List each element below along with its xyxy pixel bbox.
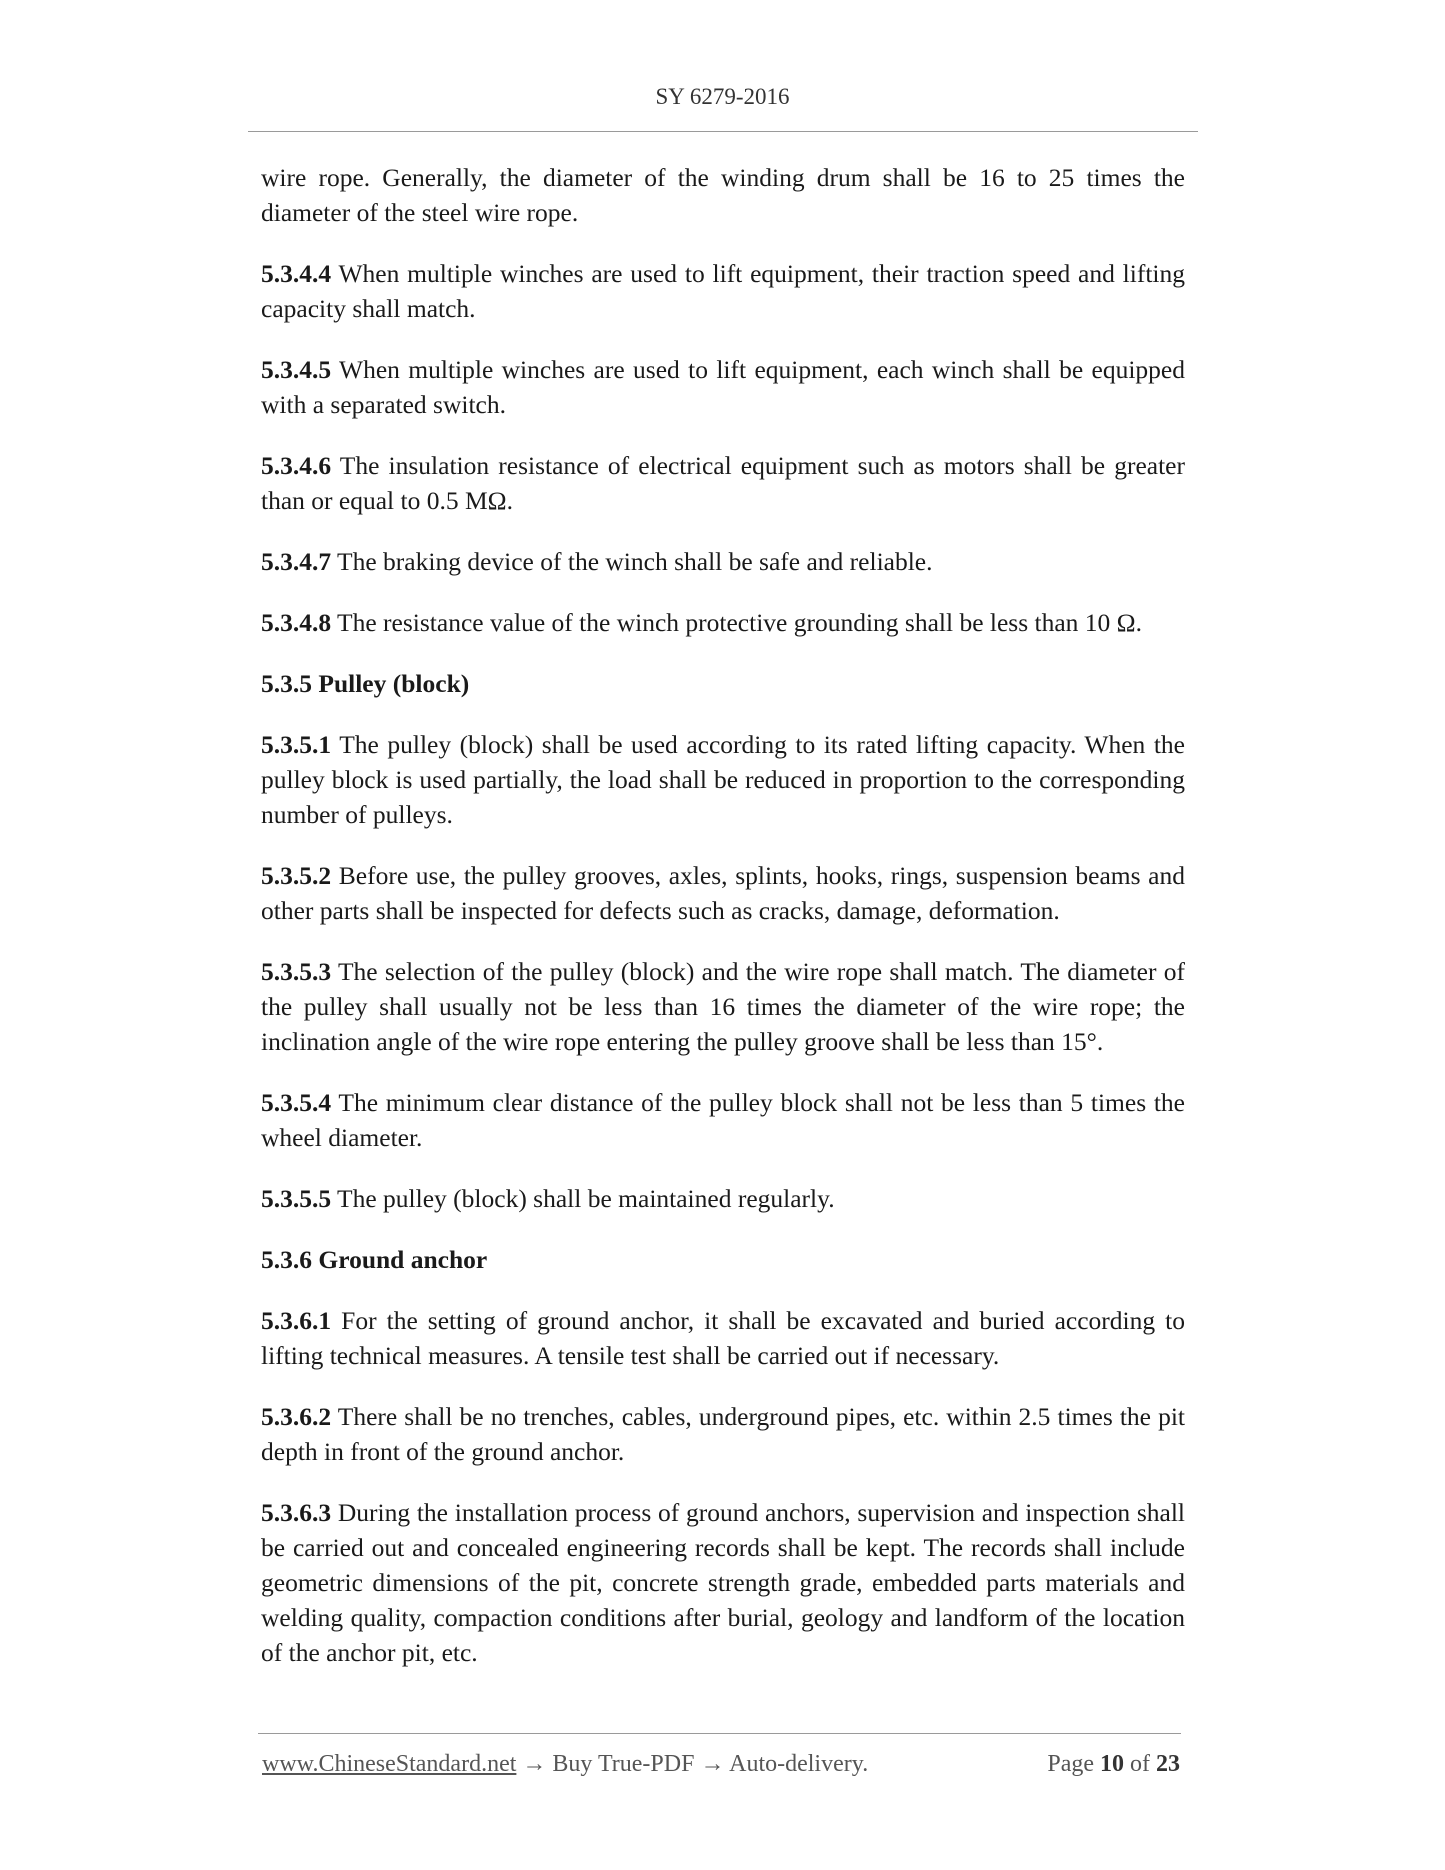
document-body (261, 160, 1185, 1696)
clause-text: The minimum clear distance of the pulley block shall not be less than 5 times the wheel diameter. (261, 1088, 1185, 1152)
clause-number: 5.3.5.1 (261, 730, 332, 759)
website-link[interactable]: www.ChineseStandard.net (262, 1751, 517, 1777)
clause-5-3-4-4 (261, 256, 1185, 326)
page-total: 23 (1156, 1751, 1180, 1777)
clause-number: 5.3.6.3 (261, 1498, 332, 1527)
page-header: SY 6279-2016 (655, 84, 790, 109)
clause-text: For the setting of ground anchor, it shall be excavated and buried according to lifting technical measures. A tensile test shall be carried out if necessary. (261, 1306, 1185, 1370)
section-heading-ground-anchor: 5.3.6 Ground anchor (261, 1245, 488, 1274)
clause-5-3-5-3 (261, 954, 1185, 1059)
clause-text: The pulley (block) shall be used according to its rated lifting capacity. When the pulley block is used partially, the load shall be reduced in proportion to the corresponding number of pulleys. (261, 730, 1185, 829)
clause-5-3-4-5 (261, 352, 1185, 422)
clause-text: Before use, the pulley grooves, axles, splints, hooks, rings, suspension beams and other parts shall be inspected for defects such as cracks, damage, deformation. (261, 861, 1185, 925)
footer-promo-text: → Buy True-PDF → Auto-delivery. (516, 1751, 869, 1777)
clause-5-3-6-1 (261, 1303, 1185, 1373)
footer-promo (262, 1751, 868, 1778)
clause-text: When multiple winches are used to lift equipment, their traction speed and lifting capacity shall match. (261, 259, 1185, 323)
clause-number: 5.3.4.4 (261, 259, 332, 288)
clause-5-3-5-1 (261, 727, 1185, 832)
clause-text: The selection of the pulley (block) and the wire rope shall match. The diameter of the pulley shall usually not be less than 16 times the diameter of the wire rope; the inclination angle of the wire rope entering the pulley groove shall be less than 15°. (261, 957, 1185, 1056)
clause-number: 5.3.4.7 (261, 547, 332, 576)
paragraph-text: wire rope. Generally, the diameter of the winding drum shall be 16 to 25 times the diameter of the steel wire rope. (261, 163, 1185, 227)
clause-5-3-5-4 (261, 1085, 1185, 1155)
paragraph-continued (261, 160, 1185, 230)
clause-number: 5.3.5.3 (261, 957, 332, 986)
page-label: Page (1047, 1751, 1094, 1777)
footer-divider (258, 1733, 1181, 1734)
clause-number: 5.3.5.2 (261, 861, 332, 890)
clause-number: 5.3.4.8 (261, 608, 332, 637)
page-indicator (1047, 1751, 1180, 1778)
clause-number: 5.3.4.5 (261, 355, 332, 384)
clause-number: 5.3.5.5 (261, 1184, 332, 1213)
clause-text: When multiple winches are used to lift equipment, each winch shall be equipped with a separated switch. (261, 355, 1185, 419)
section-heading-pulley: 5.3.5 Pulley (block) (261, 669, 470, 698)
clause-5-3-6-3 (261, 1495, 1185, 1670)
clause-number: 5.3.6.1 (261, 1306, 332, 1335)
page-number: 10 (1100, 1751, 1124, 1777)
clause-5-3-4-7 (261, 544, 1185, 579)
clause-text: The insulation resistance of electrical equipment such as motors shall be greater than or equal to 0.5 MΩ. (261, 451, 1185, 515)
clause-number: 5.3.6.2 (261, 1402, 332, 1431)
of-label: of (1130, 1751, 1150, 1777)
clause-number: 5.3.5.4 (261, 1088, 332, 1117)
header-divider (248, 131, 1198, 132)
clause-5-3-6-2 (261, 1399, 1185, 1469)
clause-5-3-5-2 (261, 858, 1185, 928)
clause-5-3-4-6 (261, 448, 1185, 518)
clause-text: There shall be no trenches, cables, underground pipes, etc. within 2.5 times the pit depth in front of the ground anchor. (261, 1402, 1185, 1466)
clause-text: The pulley (block) shall be maintained regularly. (331, 1184, 835, 1213)
clause-5-3-5-5 (261, 1181, 1185, 1216)
clause-5-3-4-8 (261, 605, 1185, 640)
clause-text: The braking device of the winch shall be safe and reliable. (331, 547, 933, 576)
clause-text: The resistance value of the winch protective grounding shall be less than 10 Ω. (331, 608, 1143, 637)
clause-text: During the installation process of ground anchors, supervision and inspection shall be carried out and concealed engineering records shall be kept. The records shall include geometric dimensions of the pit, concrete strength grade, embedded parts materials and welding quality, compaction conditions after burial, geology and landform of the location of the anchor pit, etc. (261, 1498, 1185, 1667)
clause-number: 5.3.4.6 (261, 451, 332, 480)
